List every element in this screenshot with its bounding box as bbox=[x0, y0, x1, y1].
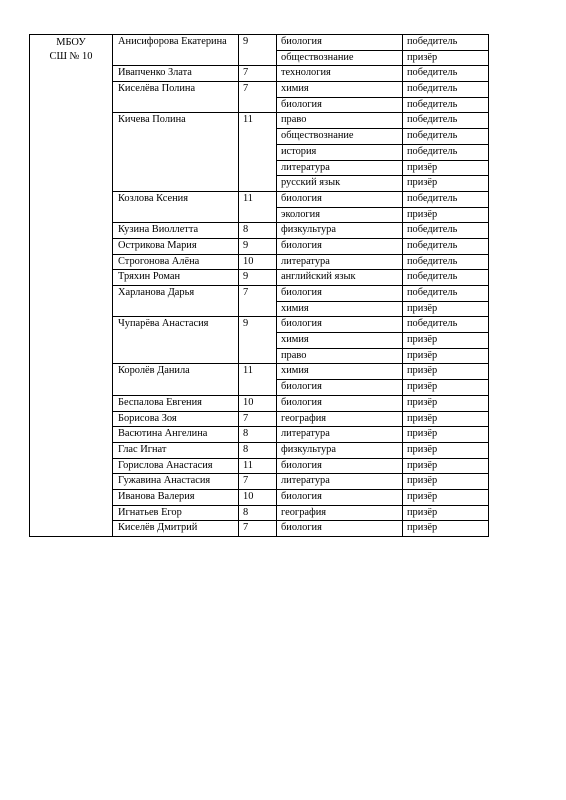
subject-cell: биология bbox=[277, 458, 403, 474]
subject-cell: русский язык bbox=[277, 176, 403, 192]
student-name: Чупарёва Анастасия bbox=[113, 317, 239, 364]
result-cell: победитель bbox=[403, 191, 489, 207]
subject-cell: биология bbox=[277, 35, 403, 51]
student-grade: 7 bbox=[239, 411, 277, 427]
student-name: Игнатьев Егор bbox=[113, 505, 239, 521]
student-name: Глас Игнат bbox=[113, 442, 239, 458]
student-grade: 8 bbox=[239, 427, 277, 443]
subject-cell: обществознание bbox=[277, 129, 403, 145]
result-cell: победитель bbox=[403, 66, 489, 82]
subject-cell: химия bbox=[277, 333, 403, 349]
student-grade: 10 bbox=[239, 395, 277, 411]
result-cell: победитель bbox=[403, 238, 489, 254]
student-grade: 11 bbox=[239, 364, 277, 395]
result-cell: победитель bbox=[403, 129, 489, 145]
subject-cell: физкультура bbox=[277, 223, 403, 239]
subject-cell: биология bbox=[277, 97, 403, 113]
result-cell: победитель bbox=[403, 113, 489, 129]
student-name: Иванова Валерия bbox=[113, 489, 239, 505]
result-cell: призёр bbox=[403, 348, 489, 364]
student-name: Харланова Дарья bbox=[113, 286, 239, 317]
result-cell: призёр bbox=[403, 458, 489, 474]
student-grade: 7 bbox=[239, 82, 277, 113]
result-cell: призёр bbox=[403, 301, 489, 317]
result-cell: победитель bbox=[403, 317, 489, 333]
subject-cell: химия bbox=[277, 364, 403, 380]
subject-cell: литература bbox=[277, 254, 403, 270]
result-cell: призёр bbox=[403, 380, 489, 396]
school-name-line: СШ № 10 bbox=[49, 51, 93, 62]
student-grade: 11 bbox=[239, 113, 277, 191]
results-table bbox=[29, 34, 489, 537]
subject-cell: физкультура bbox=[277, 442, 403, 458]
student-grade: 7 bbox=[239, 521, 277, 537]
result-cell: победитель bbox=[403, 270, 489, 286]
subject-cell: литература bbox=[277, 427, 403, 443]
result-cell: призёр bbox=[403, 160, 489, 176]
subject-cell: английский язык bbox=[277, 270, 403, 286]
result-cell: призёр bbox=[403, 411, 489, 427]
student-name: Гужавина Анастасия bbox=[113, 474, 239, 490]
subject-cell: химия bbox=[277, 301, 403, 317]
subject-cell: биология bbox=[277, 489, 403, 505]
result-cell: победитель bbox=[403, 286, 489, 302]
result-cell: призёр bbox=[403, 427, 489, 443]
student-name: Строгонова Алёна bbox=[113, 254, 239, 270]
subject-cell: история bbox=[277, 144, 403, 160]
subject-cell: экология bbox=[277, 207, 403, 223]
student-grade: 10 bbox=[239, 254, 277, 270]
subject-cell: литература bbox=[277, 160, 403, 176]
result-cell: призёр bbox=[403, 176, 489, 192]
student-name: Анисифорова Екатерина bbox=[113, 35, 239, 66]
result-cell: призёр bbox=[403, 50, 489, 66]
subject-cell: литература bbox=[277, 474, 403, 490]
result-cell: победитель bbox=[403, 254, 489, 270]
student-name: Кузина Виоллетта bbox=[113, 223, 239, 239]
result-cell: призёр bbox=[403, 521, 489, 537]
student-grade: 9 bbox=[239, 35, 277, 66]
student-grade: 8 bbox=[239, 223, 277, 239]
student-grade: 7 bbox=[239, 286, 277, 317]
student-grade: 7 bbox=[239, 66, 277, 82]
result-cell: победитель bbox=[403, 97, 489, 113]
result-cell: призёр bbox=[403, 489, 489, 505]
student-name: Острикова Мария bbox=[113, 238, 239, 254]
subject-cell: право bbox=[277, 113, 403, 129]
student-name: Горислова Анастасия bbox=[113, 458, 239, 474]
student-name: Тряхин Роман bbox=[113, 270, 239, 286]
student-name: Королёв Данила bbox=[113, 364, 239, 395]
student-grade: 11 bbox=[239, 458, 277, 474]
student-name: Козлова Ксения bbox=[113, 191, 239, 222]
subject-cell: география bbox=[277, 411, 403, 427]
subject-cell: химия bbox=[277, 82, 403, 98]
result-cell: победитель bbox=[403, 144, 489, 160]
student-name: Васютина Ангелина bbox=[113, 427, 239, 443]
school-cell bbox=[30, 35, 113, 537]
student-grade: 9 bbox=[239, 238, 277, 254]
result-cell: призёр bbox=[403, 364, 489, 380]
student-name: Киселёв Дмитрий bbox=[113, 521, 239, 537]
subject-cell: обществознание bbox=[277, 50, 403, 66]
subject-cell: биология bbox=[277, 380, 403, 396]
student-grade: 10 bbox=[239, 489, 277, 505]
subject-cell: биология bbox=[277, 395, 403, 411]
subject-cell: биология bbox=[277, 317, 403, 333]
student-grade: 9 bbox=[239, 317, 277, 364]
student-name: Киселёва Полина bbox=[113, 82, 239, 113]
result-cell: призёр bbox=[403, 333, 489, 349]
student-grade: 8 bbox=[239, 505, 277, 521]
result-cell: победитель bbox=[403, 82, 489, 98]
result-cell: победитель bbox=[403, 223, 489, 239]
student-name: Ивапченко Злата bbox=[113, 66, 239, 82]
result-cell: призёр bbox=[403, 442, 489, 458]
result-cell: призёр bbox=[403, 505, 489, 521]
result-cell: призёр bbox=[403, 395, 489, 411]
subject-cell: биология bbox=[277, 521, 403, 537]
student-name: Борисова Зоя bbox=[113, 411, 239, 427]
subject-cell: биология bbox=[277, 286, 403, 302]
table-row bbox=[30, 35, 489, 51]
school-name-line: МБОУ bbox=[56, 37, 86, 48]
result-cell: призёр bbox=[403, 207, 489, 223]
results-table-body bbox=[30, 35, 489, 537]
subject-cell: технология bbox=[277, 66, 403, 82]
subject-cell: биология bbox=[277, 238, 403, 254]
student-name: Беспалова Евгения bbox=[113, 395, 239, 411]
subject-cell: география bbox=[277, 505, 403, 521]
subject-cell: право bbox=[277, 348, 403, 364]
result-cell: призёр bbox=[403, 474, 489, 490]
student-name: Кичева Полина bbox=[113, 113, 239, 191]
student-grade: 7 bbox=[239, 474, 277, 490]
result-cell: победитель bbox=[403, 35, 489, 51]
subject-cell: биология bbox=[277, 191, 403, 207]
student-grade: 8 bbox=[239, 442, 277, 458]
student-grade: 9 bbox=[239, 270, 277, 286]
student-grade: 11 bbox=[239, 191, 277, 222]
